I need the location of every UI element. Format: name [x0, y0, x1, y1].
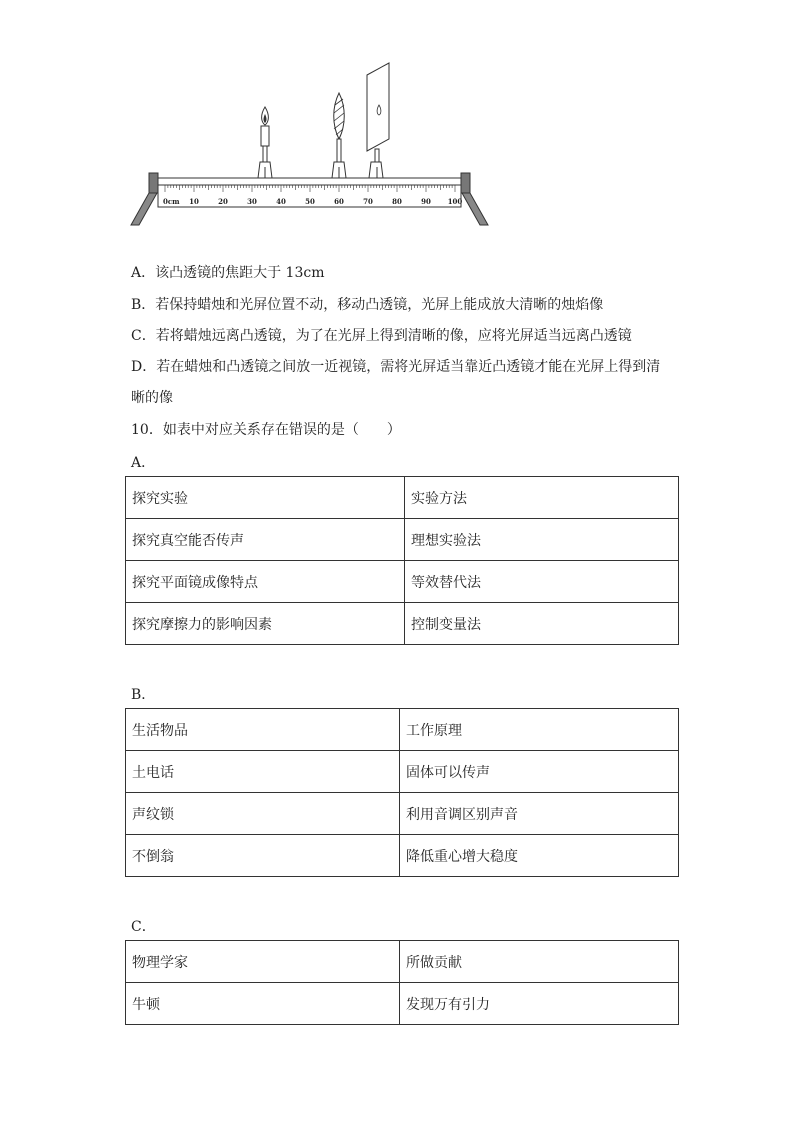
- table-cell: 降低重心增大稳度: [400, 835, 679, 877]
- ruler-tick-label: 90: [421, 197, 431, 206]
- table-cell: 探究摩擦力的影响因素: [126, 603, 405, 645]
- left-bench-post: [149, 173, 158, 193]
- option-c: C．若将蜡烛远离凸透镜，为了在光屏上得到清晰的像，应将光屏适当远离凸透镜: [131, 328, 632, 344]
- ruler-tick-label: 60: [334, 197, 344, 206]
- table-cell: 牛顿: [126, 983, 400, 1025]
- table-b: [125, 708, 679, 877]
- convex-lens: [332, 93, 346, 178]
- table-row: [126, 709, 679, 751]
- table-row: [126, 835, 679, 877]
- table-cell: 声纹锁: [126, 793, 400, 835]
- option-d-line2: 晰的像: [131, 390, 173, 406]
- optical-bench-figure: [125, 55, 495, 235]
- ruler-tick-label: 10: [189, 197, 199, 206]
- table-cell: 利用音调区别声音: [400, 793, 679, 835]
- light-screen: [367, 63, 389, 178]
- table-b-label: B．: [131, 687, 156, 703]
- left-bench-leg: [131, 193, 157, 225]
- table-a-label: A．: [131, 455, 156, 471]
- table-cell: 探究实验: [126, 477, 405, 519]
- table-cell: 控制变量法: [405, 603, 679, 645]
- table-row: [126, 561, 679, 603]
- table-cell: 不倒翁: [126, 835, 400, 877]
- table-cell: 探究平面镜成像特点: [126, 561, 405, 603]
- table-cell: 发现万有引力: [400, 983, 679, 1025]
- table-row: [126, 519, 679, 561]
- table-row: [126, 751, 679, 793]
- table-cell: 实验方法: [405, 477, 679, 519]
- option-b: B．若保持蜡烛和光屏位置不动，移动凸透镜，光屏上能成放大清晰的烛焰像: [131, 297, 604, 313]
- table-c-label: C．: [131, 919, 156, 935]
- ruler-tick-label: 20: [218, 197, 228, 206]
- table-cell: 所做贡献: [400, 941, 679, 983]
- option-d-line1: D．若在蜡烛和凸透镜之间放一近视镜，需将光屏适当靠近凸透镜才能在光屏上得到清: [131, 359, 661, 375]
- ruler-tick-label: 30: [247, 197, 257, 206]
- bench-rail: [158, 178, 461, 185]
- table-cell: 固体可以传声: [400, 751, 679, 793]
- table-cell: 理想实验法: [405, 519, 679, 561]
- candle: [258, 107, 272, 178]
- question-10-stem: 10．如表中对应关系存在错误的是（ ）: [131, 422, 401, 438]
- right-bench-leg: [462, 193, 488, 225]
- table-row: [126, 793, 679, 835]
- ruler-tick-label: 50: [305, 197, 315, 206]
- table-row: [126, 603, 679, 645]
- table-row: [126, 477, 679, 519]
- table-cell: 等效替代法: [405, 561, 679, 603]
- table-cell: 土电话: [126, 751, 400, 793]
- table-row: [126, 983, 679, 1025]
- table-cell: 物理学家: [126, 941, 400, 983]
- table-a: [125, 476, 679, 645]
- ruler-tick-label: 40: [276, 197, 286, 206]
- table-cell: 生活物品: [126, 709, 400, 751]
- ruler-tick-label: 80: [392, 197, 402, 206]
- ruler-tick-label: 0cm: [163, 197, 180, 206]
- table-c: [125, 940, 679, 1025]
- table-row: [126, 941, 679, 983]
- table-cell: 探究真空能否传声: [126, 519, 405, 561]
- right-bench-post: [461, 173, 470, 193]
- table-cell: 工作原理: [400, 709, 679, 751]
- option-a: A．该凸透镜的焦距大于 13cm: [131, 265, 325, 281]
- ruler-tick-label: 70: [363, 197, 373, 206]
- ruler-tick-label: 100: [447, 197, 463, 206]
